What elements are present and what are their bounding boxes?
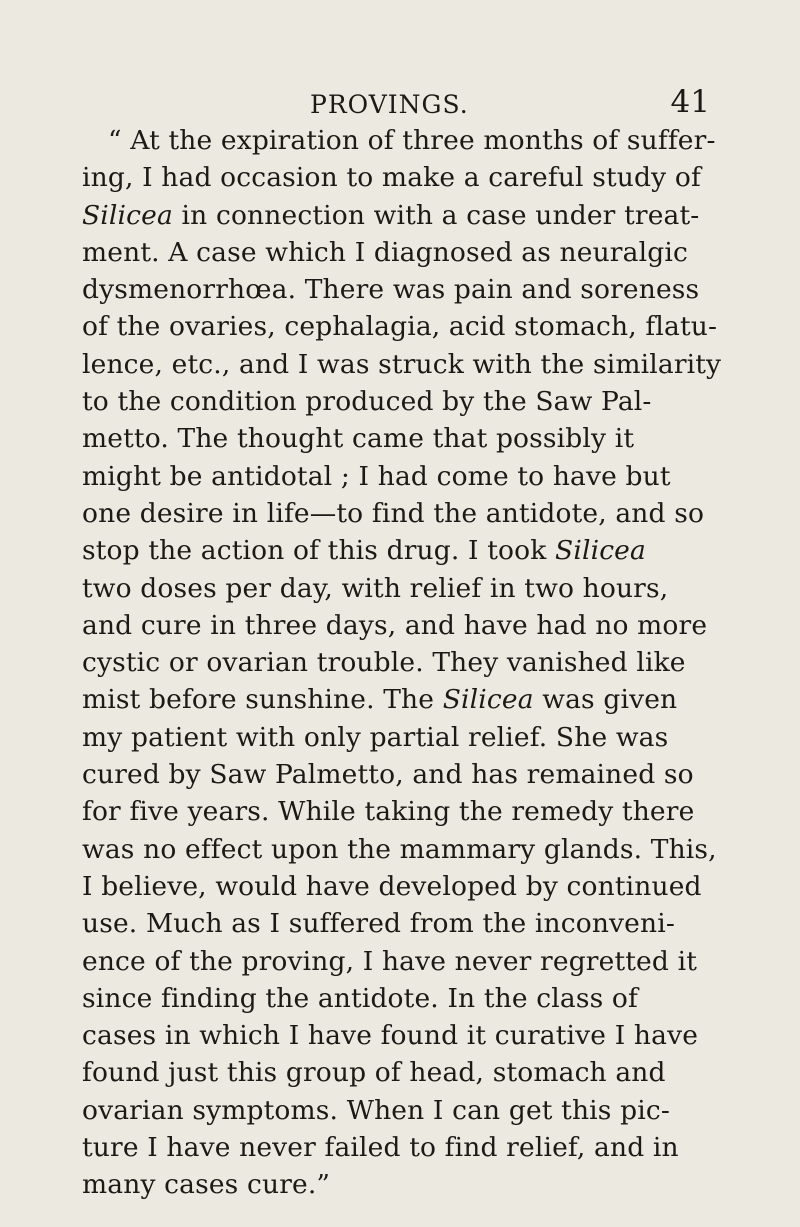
text-line: cystic or ovarian trouble. They vanished like [82, 647, 686, 679]
page-number: 41 [670, 84, 710, 120]
text-line: cases in which I have found it curative I have [82, 1020, 699, 1052]
text-line: of the ovaries, cephalagia, acid stomach, flatu- [82, 311, 718, 343]
page-header [82, 84, 710, 124]
text-line: for five years. While taking the remedy there [82, 796, 695, 828]
text-line: ence of the proving, I have never regretted it [82, 945, 698, 977]
text-line: one desire in life—to find the antidote, and so [82, 497, 705, 529]
text-line: ture I have never failed to find relief, and in [82, 1132, 679, 1164]
text-line: cured by Saw Palmetto, and has remained so [82, 759, 694, 791]
text-line: many cases cure.” [82, 1169, 331, 1201]
italic-term: Silicea [555, 535, 646, 567]
text-line: might be antidotal ; I had come to have but [82, 460, 671, 492]
running-head: PROVINGS. [310, 90, 469, 119]
text-line: Silicea in connection with a case under treat- [82, 199, 700, 231]
text-line: found just this group of head, stomach and [82, 1057, 666, 1089]
text-line: I believe, would have developed by continued [82, 870, 702, 902]
italic-term: Silicea [82, 199, 173, 231]
text-line: was no effect upon the mammary glands. This, [82, 833, 717, 865]
text-line: lence, etc., and I was struck with the similarity [82, 348, 722, 380]
text-line: my patient with only partial relief. She was [82, 721, 669, 753]
text-line: metto. The thought came that possibly it [82, 423, 635, 455]
text-line: and cure in three days, and have had no more [82, 609, 708, 641]
text-line: to the condition produced by the Saw Pal- [82, 386, 652, 418]
text-line: mist before sunshine. The Silicea was given [82, 684, 678, 716]
body-text [82, 122, 722, 1204]
text-line: use. Much as I suffered from the inconveni- [82, 908, 675, 940]
text-line: dysmenorrhœa. There was pain and soreness [82, 274, 700, 306]
text-line: ing, I had occasion to make a careful study of [82, 162, 701, 194]
text-line: two doses per day, with relief in two hours, [82, 572, 669, 604]
text-line: ment. A case which I diagnosed as neuralgic [82, 236, 688, 268]
text-line: “ At the expiration of three months of suffer- [108, 125, 716, 156]
text-line: since finding the antidote. In the class of [82, 982, 638, 1014]
italic-term: Silicea [442, 684, 534, 716]
text-line: ovarian symptoms. When I can get this pic- [82, 1094, 670, 1126]
text-line: stop the action of this drug. I took Silicea [82, 535, 646, 567]
